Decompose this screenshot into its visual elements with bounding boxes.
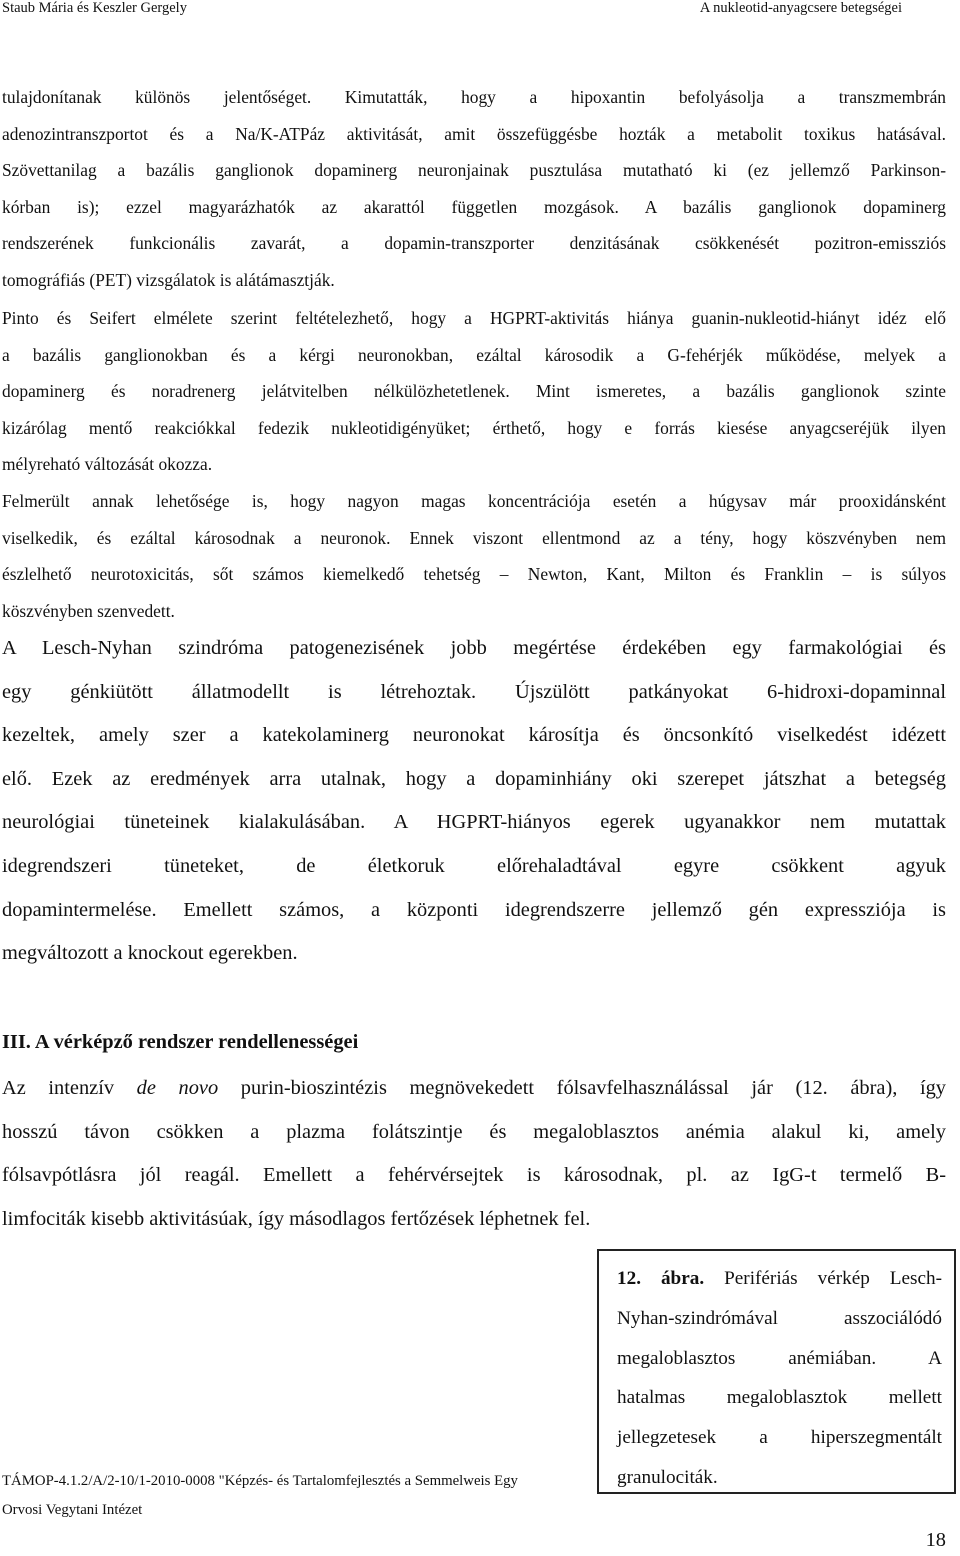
text-line: hosszú távon csökken a plazma folátszintje és megaloblasztos anémia alakul ki, amely <box>2 1120 946 1143</box>
paragraph-hematopoietic <box>2 1067 946 1241</box>
text-line: rendszerének funkcionális zavarát, a dopamin-transzporter denzitásának csökkenését pozitron-emissziós <box>2 233 946 253</box>
text-line: idegrendszeri tüneteket, de életkoruk előrehaladtával egyre csökkent agyuk <box>2 854 946 877</box>
header-chapter-title: A nukleotid-anyagcsere betegségei <box>699 0 902 16</box>
caption-line <box>617 1259 942 1299</box>
text-line: tulajdonítanak különös jelentőséget. Kimutatták, hogy a hipoxantin befolyásolja a transzmembrán <box>2 87 946 107</box>
italic-term: de novo <box>136 1077 219 1099</box>
text-line: a bazális ganglionokban és a kérgi neuronokban, ezáltal károsodik a G-fehérjék működése, melyek a <box>2 344 946 365</box>
text-line: Szövettanilag a bazális ganglionok dopaminerg neuronjainak pusztulása mutatható ki (ez jellemző Parkinson- <box>2 160 946 180</box>
text-line: kezeltek, amely szer a katekolaminerg neuronokat károsítja és öncsonkító viselkedést idézett <box>2 724 946 747</box>
text-line: viselkedik, és ezáltal károsodnak a neuronok. Ennek viszont ellentmond az a tény, hogy köszvényben nem <box>2 527 946 548</box>
footer-institute: Orvosi Vegytani Intézet <box>2 1502 143 1518</box>
text-line: fólsavpótlásra jól reagál. Emellett a fehérvérsejtek is károsodnak, pl. az IgG-t termelő B- <box>2 1164 946 1187</box>
text-line: Pinto és Seifert elmélete szerint feltételezhető, hogy a HGPRT-aktivitás hiánya guanin-nukleotid-hiányt idéz elő <box>2 308 946 328</box>
caption-line: hatalmas megaloblasztok mellett <box>617 1387 942 1409</box>
text-run: purin-bioszintézis megnövekedett fólsavfelhasználással jár (12. ábra), így <box>218 1077 947 1099</box>
text-line: adenozintranszportot és a Na/K-ATPáz aktivitását, amit összefüggésbe hozták a metabolit toxikus hatásával. <box>2 123 946 144</box>
text-line: dopaminerg és noradrenerg jelátvitelben nélkülözhetetlenek. Mint ismeretes, a bazális ganglionok szinte <box>2 381 946 401</box>
footer-project-id: TÁMOP-4.1.2/A/2-10/1-2010-0008 "Képzés- és Tartalomfejlesztés a Semmelweis Egy <box>2 1473 518 1489</box>
paragraph-uric-acid <box>2 483 946 629</box>
text-line: mélyreható változását okozza. <box>2 454 213 474</box>
caption-text: Perifériás vérkép Lesch- <box>704 1268 942 1289</box>
figure-label: 12. ábra. <box>617 1268 705 1289</box>
text-line: észlelhető neurotoxicitás, sőt számos kiemelkedő tehetség – Newton, Kant, Milton és Franklin – is súlyos <box>2 564 946 584</box>
text-line: neurológiai tüneteinek kialakulásában. A HGPRT-hiányos egerek ugyanakkor nem mutattak <box>2 811 946 834</box>
caption-line: granulociták. <box>617 1466 718 1488</box>
paragraph-pinto-seifert <box>2 300 946 483</box>
section-heading: III. A vérképző rendszer rendellenességei <box>2 1031 359 1053</box>
text-line: kizárólag mentő reakciókkal fedezik nukleotidigényüket; érthető, hogy e forrás kiesése anyagcseréjük ilyen <box>2 417 946 438</box>
paragraph-animal-model <box>2 627 946 976</box>
caption-line: Nyhan-szindrómával asszociálódó <box>617 1307 942 1329</box>
text-run: Az intenzív <box>2 1077 137 1099</box>
text-line: tomográfiás (PET) vizsgálatok is alátámasztják. <box>2 269 335 290</box>
text-line: egy génkiütött állatmodellt is létrehoztak. Újszülött patkányokat 6-hidroxi-dopaminnal <box>2 680 946 703</box>
text-line: köszvényben szenvedett. <box>2 600 175 621</box>
text-line: A Lesch-Nyhan szindróma patogenezisének jobb megértése érdekében egy farmakológiai és <box>2 637 946 659</box>
figure-caption-box <box>597 1249 956 1494</box>
caption-line: megaloblasztos anémiában. A <box>617 1347 942 1369</box>
text-line: dopamintermelése. Emellett számos, a központi idegrendszerre jellemző gén expressziója is <box>2 898 946 921</box>
page-header <box>0 0 960 16</box>
paragraph-hypoxanthine <box>2 79 946 298</box>
text-line: megváltozott a knockout egerekben. <box>2 942 298 965</box>
text-line: Felmerült annak lehetősége is, hogy nagyon magas koncentrációja esetén a húgysav már prooxidánsként <box>2 491 946 511</box>
page-number: 18 <box>925 1529 946 1551</box>
text-line: kórban is); ezzel magyarázhatók az akarattól független mozgások. A bazális ganglionok dopaminerg <box>2 196 946 217</box>
text-line: elő. Ezek az eredmények arra utalnak, hogy a dopaminhiány oki szerepet játszhat a betegség <box>2 767 946 790</box>
header-authors: Staub Mária és Keszler Gergely <box>2 0 187 16</box>
caption-line: jellegzetesek a hiperszegmentált <box>617 1427 942 1449</box>
text-line: limfociták kisebb aktivitásúak, így másodlagos fertőzések léphetnek fel. <box>2 1207 591 1230</box>
text-line <box>2 1067 946 1111</box>
